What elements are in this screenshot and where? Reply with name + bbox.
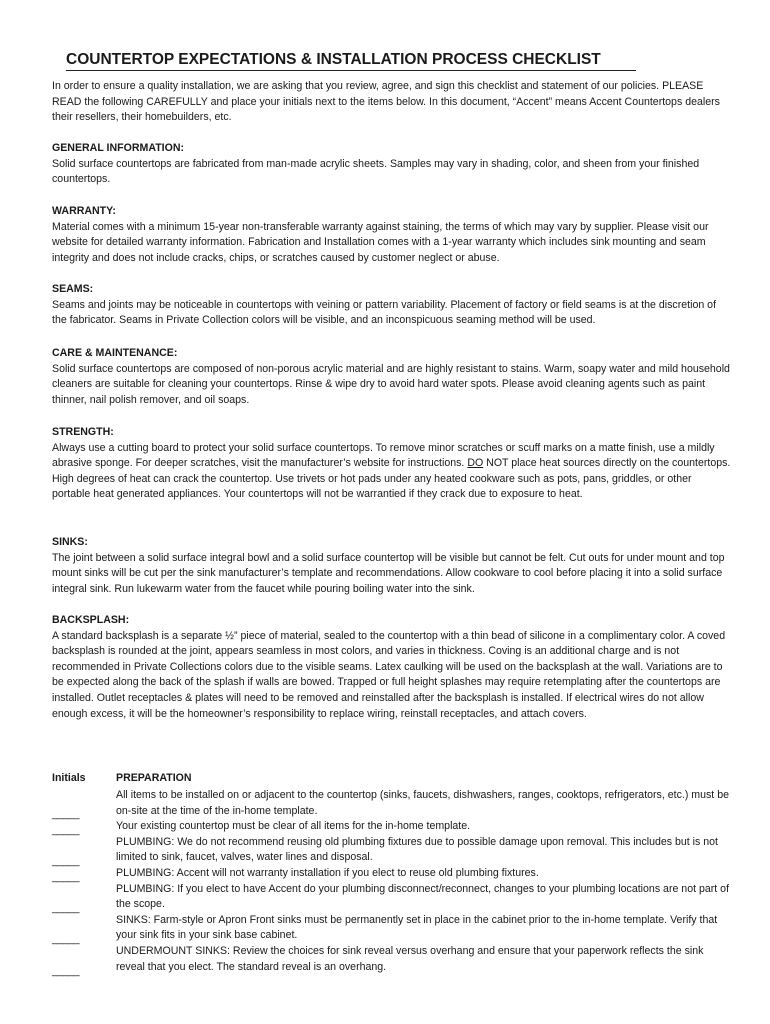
section-text: Material comes with a minimum 15-year non-transferable warranty against staining, the terms of which may vary by supplier. Please visit our website for detailed warranty information. Fabrication and Installation comes with a 1-year warranty which includes sink mounting and seam integrity and does not include cracks, chips, or scratches caused by customer neglect or abuse. <box>52 220 709 264</box>
section-seams <box>52 282 732 329</box>
preparation-list <box>116 788 732 975</box>
section-care-maintenance <box>52 346 732 408</box>
strength-text-part-1: Always use a cutting board to protect your solid surface countertops. To remove minor scratches or scuff marks on a matte finish, use a mildly abrasive sponge. For deeper scratches, visit the manufacturer’s website for instructions. <box>52 441 715 470</box>
preparation-heading: PREPARATION <box>116 772 192 784</box>
checklist-item: Your existing countertop must be clear of all items for the in-home template. <box>116 820 471 833</box>
section-general-information <box>52 141 732 188</box>
initials-blank-field[interactable]: _____ <box>52 855 79 867</box>
page-title: COUNTERTOP EXPECTATIONS & INSTALLATION PROCESS CHECKLIST <box>66 50 636 71</box>
intro-paragraph: In order to ensure a quality installation, we are asking that you review, agree, and sign this checklist and statement of our policies. PLEASE READ the following CAREFULLY and place your initials next to the items below. In this document, “Accent” means Accent Countertops dealers their resellers, their homebuilders, etc. <box>52 80 720 124</box>
strength-emphasis-do: DO <box>467 457 484 470</box>
initials-blank-field[interactable]: _____ <box>52 933 79 945</box>
section-heading: SINKS: <box>52 536 88 548</box>
section-text: Solid surface countertops are fabricated from man-made acrylic sheets. Samples may vary in shading, color, and sheen from your finished countertops. <box>52 157 700 186</box>
section-text: A standard backsplash is a separate ½” piece of material, sealed to the countertop with a thin bead of silicone in a complimentary color. A coved backsplash is rounded at the joint, appears seamless in most colors, and varies in thickness. Coving is an additional charge and is not recommended in Private Collections colors due to the visible seams. Latex caulking will be used on the backsplash at the wall. Variations are to be expected along the back of the splash if walls are bowed. Trapped or full height splashes may require retemplating after the countertops are installed. Outlet receptacles & plates will need to be removed and reinstalled after the backsplash is installed. If electrical wires do not allow enough excess, it will be the homeowner’s responsibility to replace wiring, reinstall receptacles, and attach covers. <box>52 629 726 720</box>
initials-blank-field[interactable]: _____ <box>52 871 79 883</box>
section-heading: BACKSPLASH: <box>52 614 130 626</box>
checklist-item: SINKS: Farm-style or Apron Front sinks must be permanently set in place in the cabinet prior to the in-home template. Verify that your sink fits in your sink base cabinet. <box>116 913 718 942</box>
checklist-item: PLUMBING: Accent will not warranty installation if you elect to reuse old plumbing fixtures. <box>116 866 539 879</box>
initials-blank-field[interactable]: _____ <box>52 902 79 914</box>
section-text <box>52 441 732 503</box>
section-heading: STRENGTH: <box>52 426 114 438</box>
section-text: The joint between a solid surface integral bowl and a solid surface countertop will be visible but cannot be felt. Cut outs for under mount and top mount sinks will be cut per the sink manufacturer’s template and recommendations. Allow cookware to cool before placing it into a solid surface integral sink. Run lukewarm water from the faucet while pouring boiling water into the sink. <box>52 551 725 595</box>
section-strength <box>52 425 732 503</box>
section-warranty <box>52 204 732 266</box>
section-heading: SEAMS: <box>52 283 94 295</box>
section-heading: CARE & MAINTENANCE: <box>52 347 178 359</box>
section-heading: GENERAL INFORMATION: <box>52 142 185 154</box>
section-sinks <box>52 535 732 597</box>
initials-blank-field[interactable]: _____ <box>52 824 79 836</box>
section-text: Solid surface countertops are composed of non-porous acrylic material and are highly resistant to stains. Warm, soapy water and mild household cleaners are suitable for cleaning your countertops. Rinse & wipe dry to avoid hard water spots. Please avoid cleaning agents such as paint thinner, nail polish remover, and oil soaps. <box>52 362 730 406</box>
initials-blank-field[interactable]: _____ <box>52 808 79 820</box>
section-heading: WARRANTY: <box>52 205 116 217</box>
checklist-item: All items to be installed on or adjacent to the countertop (sinks, faucets, dishwashers, ranges, cooktops, refrigerators, etc.) must be on-site at the time of the in-home template. <box>116 789 729 817</box>
checklist-item: PLUMBING: If you elect to have Accent do your plumbing disconnect/reconnect, changes to your plumbing locations are not part of the scope. <box>116 882 730 911</box>
section-text: Seams and joints may be noticeable in countertops with veining or pattern variability. Placement of factory or field seams is at the discretion of the fabricator. Seams in Private Collection colors will be visible, and an inconspicuous seaming method will be used. <box>52 298 717 327</box>
strength-text-part-2: NOT place heat sources directly on the countertops. High degrees of heat can crack the countertop. Use trivets or hot pads under any heated cookware such as pots, pans, griddles, or other portable heat generated appliances. Your countertops will not be warrantied if they crack due to exposure to heat. <box>52 457 731 501</box>
checklist-item: PLUMBING: We do not recommend reusing old plumbing fixtures due to possible damage upon removal. This includes but is not limited to sink, faucet, valves, water lines and disposal. <box>116 835 719 864</box>
checklist-item: UNDERMOUNT SINKS: Review the choices for sink reveal versus overhang and ensure that your paperwork reflects the sink reveal that you elect. The standard reveal is an overhang. <box>116 944 704 973</box>
initials-column-heading: Initials <box>52 772 86 784</box>
initials-blank-field[interactable]: _____ <box>52 965 79 977</box>
section-backsplash <box>52 613 732 722</box>
